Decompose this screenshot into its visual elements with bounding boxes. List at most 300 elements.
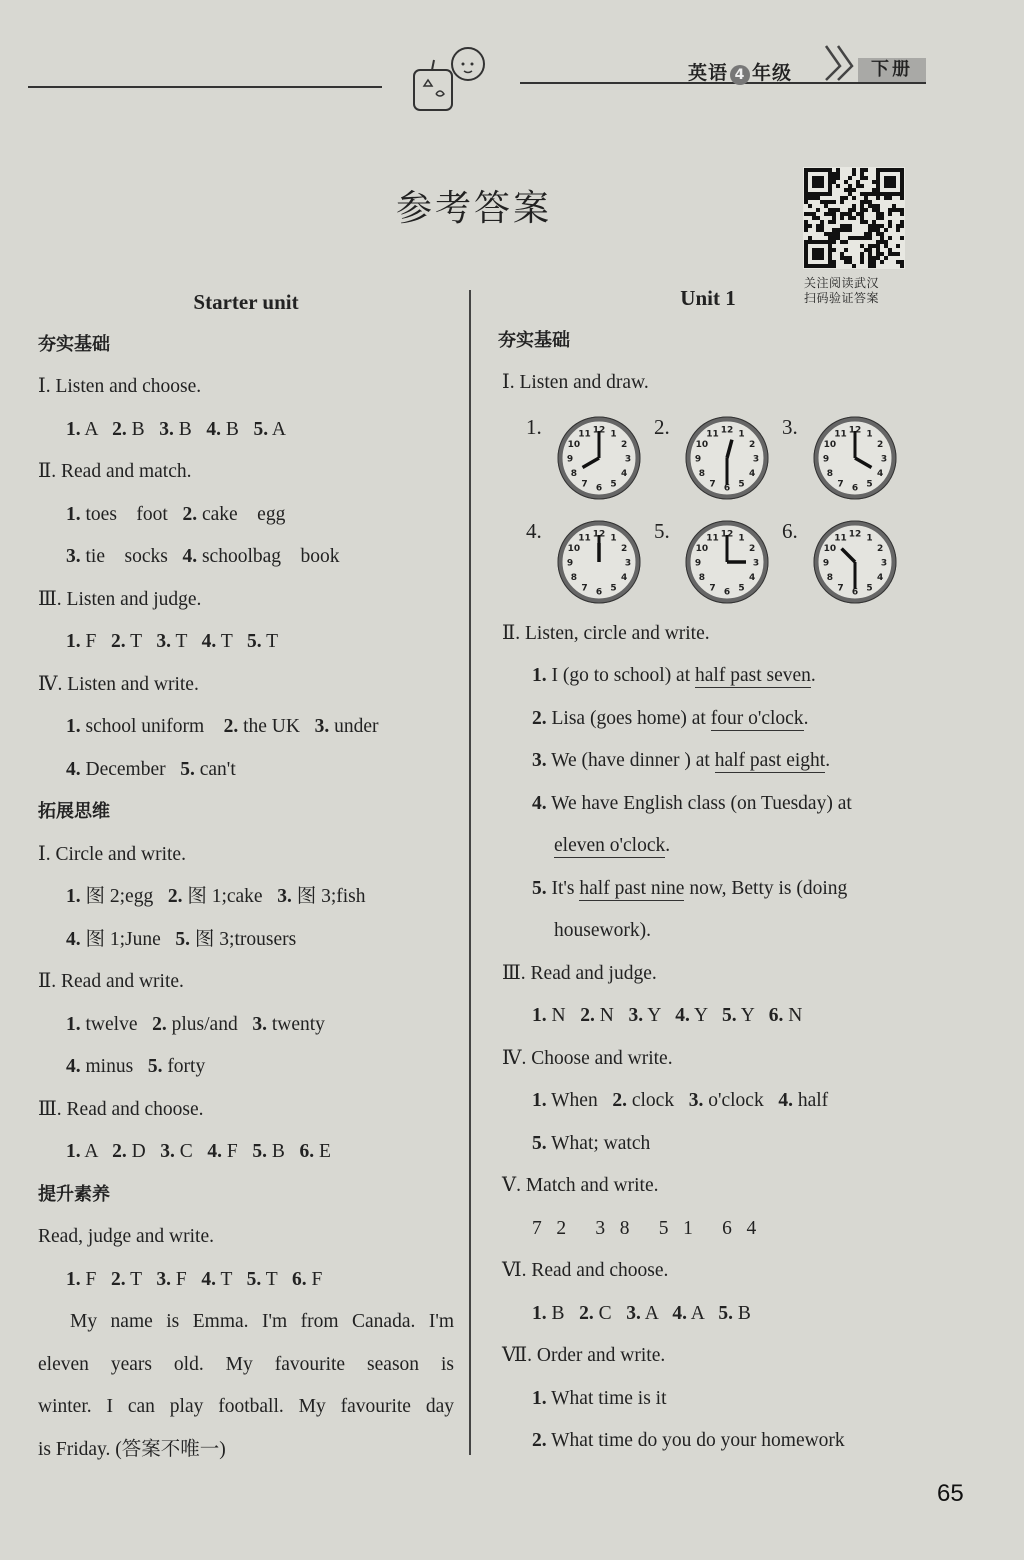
item-number: 3.	[626, 1302, 641, 1324]
line-text: tie socks	[80, 546, 183, 567]
line-text: Ⅳ. Listen and write.	[38, 673, 199, 695]
answer-line	[38, 876, 454, 919]
line-text: F	[222, 1141, 253, 1162]
line-text: can't	[194, 758, 236, 780]
answer-line	[38, 1386, 454, 1429]
svg-text:11: 11	[706, 532, 719, 543]
svg-text:7: 7	[581, 583, 588, 594]
answer-line	[38, 1216, 454, 1259]
answer-line	[38, 791, 454, 834]
answer-line	[38, 1131, 454, 1174]
item-number: 2.	[112, 418, 127, 440]
column-divider	[469, 290, 471, 1455]
item-number: 2.	[223, 716, 239, 737]
clock-face-icon	[684, 415, 770, 501]
clock-grid	[498, 405, 918, 613]
header-grade	[688, 58, 792, 85]
answer-line	[38, 664, 454, 707]
svg-text:9: 9	[694, 454, 702, 464]
item-number: 2.	[110, 1268, 126, 1290]
qr-code[interactable]	[803, 167, 905, 269]
child-drawing-icon	[410, 44, 492, 120]
svg-text:3: 3	[624, 558, 632, 568]
item-number: 3.	[252, 1013, 267, 1035]
svg-text:9: 9	[566, 558, 574, 568]
line-text: minus	[80, 1056, 148, 1077]
svg-text:10: 10	[567, 439, 581, 450]
svg-text:5: 5	[738, 583, 745, 594]
answer-line	[38, 366, 454, 409]
line-text: T	[261, 631, 279, 652]
line-text: B	[546, 1302, 580, 1324]
svg-text:12: 12	[848, 425, 862, 435]
item-number: 6.	[768, 1005, 784, 1026]
answer-line	[38, 749, 454, 792]
item-number: 1.	[66, 503, 81, 525]
line-text: clock	[626, 1090, 689, 1111]
item-number: 3.	[688, 1090, 704, 1111]
underlined-answer: eleven o'clock	[554, 835, 666, 856]
svg-text:12: 12	[720, 529, 734, 539]
svg-text:11: 11	[578, 532, 591, 543]
item-number: 4.	[206, 418, 221, 440]
line-text: B	[220, 418, 254, 440]
line-text: the UK	[238, 716, 315, 737]
line-text: school uniform	[80, 716, 224, 737]
clock-face-icon	[556, 519, 642, 605]
answer-line	[498, 868, 918, 911]
answer-line	[38, 919, 454, 962]
svg-text:1: 1	[866, 428, 873, 439]
item-number: 5.	[532, 877, 547, 899]
line-text: Ⅴ. Match and write.	[502, 1175, 659, 1196]
line-text: .	[810, 665, 816, 686]
line-text: Ⅱ. Read and write.	[38, 971, 184, 992]
svg-text:8: 8	[698, 468, 706, 479]
item-number: 2.	[182, 503, 198, 525]
item-number: 1.	[66, 716, 81, 737]
svg-text:8: 8	[570, 468, 578, 479]
svg-text:1: 1	[738, 532, 745, 543]
clock-label: 3.	[782, 414, 798, 439]
line-text: Ⅳ. Choose and write.	[502, 1047, 673, 1069]
line-text: It's	[546, 877, 580, 899]
line-text: Ⅰ. Circle and write.	[38, 843, 186, 865]
item-number: 5.	[147, 1056, 163, 1077]
answer-line	[38, 1301, 454, 1344]
line-text: T	[125, 1268, 157, 1290]
line-text: A	[686, 1302, 719, 1324]
svg-text:3: 3	[880, 454, 888, 464]
svg-text:1: 1	[610, 532, 617, 543]
svg-text:10: 10	[823, 439, 837, 450]
item-number: 3.	[532, 750, 547, 771]
answer-line	[498, 1038, 918, 1081]
line-text: A	[268, 418, 286, 440]
line-text: T	[261, 1268, 292, 1290]
clock-face-icon	[556, 415, 642, 501]
answer-line	[38, 961, 454, 1004]
svg-text:6: 6	[723, 587, 731, 597]
item-number: 2.	[152, 1013, 167, 1035]
svg-text:7: 7	[837, 583, 844, 594]
item-number: 3.	[314, 716, 330, 737]
clock-answer	[526, 415, 642, 501]
line-text: B	[126, 418, 160, 440]
grade-number-badge: 4	[730, 65, 750, 85]
line-text: .	[665, 835, 671, 856]
qr-caption-line-1: 关注阅读武汉	[804, 276, 880, 290]
line-text: now, Betty is (doing	[684, 877, 848, 899]
line-text: Ⅵ. Read and choose.	[502, 1260, 669, 1281]
item-number: 3.	[156, 631, 171, 652]
item-number: 5.	[175, 928, 191, 950]
answer-line	[38, 494, 454, 537]
answer-line	[498, 698, 918, 741]
svg-text:10: 10	[567, 543, 581, 554]
answer-line	[498, 1293, 918, 1336]
item-number: 3.	[66, 546, 81, 567]
item-number: 5.	[252, 1141, 268, 1162]
answer-line	[498, 995, 918, 1038]
svg-text:4: 4	[620, 468, 628, 479]
answer-line	[38, 834, 454, 877]
line-text: T	[170, 631, 202, 652]
line-text: Lisa (goes home) at	[546, 707, 711, 729]
line-text: B	[267, 1141, 300, 1162]
svg-text:3: 3	[752, 454, 760, 464]
line-text: Ⅰ. Listen and draw.	[502, 372, 649, 393]
unit-1-column	[498, 277, 918, 1463]
answer-line	[38, 1004, 454, 1047]
line-text: Ⅲ. Read and judge.	[502, 962, 657, 984]
clock-answer	[654, 519, 770, 605]
line-text: forty	[162, 1056, 206, 1077]
svg-text:9: 9	[566, 454, 574, 464]
line-text: What time is it	[546, 1387, 667, 1409]
item-number: 4.	[182, 546, 198, 567]
line-text: .	[825, 750, 831, 771]
answer-line	[498, 320, 918, 363]
line-text: 7 2 3 8 5 1 6 4	[532, 1217, 757, 1239]
line-text: F	[306, 1268, 323, 1290]
svg-text:5: 5	[610, 583, 617, 594]
item-number: 5.	[718, 1302, 734, 1324]
item-number: 1.	[532, 1387, 547, 1409]
answer-line	[38, 409, 454, 452]
svg-text:8: 8	[570, 572, 578, 583]
line-text: twenty	[266, 1013, 325, 1035]
clock-label: 2.	[654, 414, 670, 439]
svg-text:2: 2	[876, 439, 884, 450]
line-text: 夯实基础	[498, 329, 570, 351]
answer-line	[498, 277, 918, 320]
double-chevron-icon	[822, 44, 862, 84]
item-number: 2.	[112, 1141, 127, 1162]
header-volume: 下册	[858, 58, 926, 82]
answer-line	[38, 451, 454, 494]
line-text: When	[546, 1090, 613, 1111]
svg-text:5: 5	[866, 479, 873, 490]
line-text: plus/and	[166, 1013, 253, 1035]
svg-text:4: 4	[876, 468, 884, 479]
item-number: 5.	[247, 631, 262, 652]
answer-line	[498, 613, 918, 656]
line-text: Y	[689, 1005, 722, 1026]
answer-line	[38, 1344, 454, 1387]
clock-answer	[782, 415, 898, 501]
svg-text:12: 12	[592, 529, 606, 539]
line-text: Ⅱ. Read and match.	[38, 461, 192, 482]
svg-text:7: 7	[837, 479, 844, 490]
svg-text:6: 6	[723, 483, 731, 493]
item-number: 4.	[207, 1141, 223, 1162]
page-number: 65	[937, 1480, 964, 1507]
svg-text:4: 4	[748, 572, 756, 583]
answer-line	[38, 1089, 454, 1132]
item-number: 2.	[110, 631, 126, 652]
line-text: twelve	[80, 1013, 153, 1035]
header-rule-left	[28, 86, 382, 88]
line-text: T	[215, 1268, 247, 1290]
svg-text:6: 6	[595, 483, 603, 493]
svg-text:11: 11	[578, 428, 591, 439]
item-number: 1.	[532, 1005, 547, 1026]
line-text: F	[170, 1268, 202, 1290]
line-text: B	[733, 1302, 751, 1324]
line-text: December	[80, 758, 181, 780]
answer-line	[498, 1250, 918, 1293]
svg-text:9: 9	[694, 558, 702, 568]
item-number: 5.	[180, 758, 195, 780]
answer-line	[38, 324, 454, 367]
svg-text:1: 1	[866, 532, 873, 543]
answer-line	[498, 910, 918, 953]
answer-line	[38, 1046, 454, 1089]
answer-line	[498, 825, 918, 868]
svg-text:5: 5	[610, 479, 617, 490]
line-text: Y	[643, 1005, 676, 1026]
line-text: 夯实基础	[38, 333, 110, 355]
item-number: 4.	[66, 758, 81, 780]
item-number: 4.	[201, 1268, 216, 1290]
item-number: 1.	[66, 886, 81, 907]
answer-line	[38, 281, 454, 324]
line-text: 拓展思维	[38, 801, 110, 822]
answer-line	[498, 362, 918, 405]
answer-line	[498, 783, 918, 826]
answer-line	[38, 1429, 454, 1472]
item-number: 4.	[778, 1090, 793, 1111]
svg-text:9: 9	[822, 454, 830, 464]
line-text: Read, judge and write.	[38, 1226, 214, 1247]
line-text: 提升素养	[38, 1183, 110, 1205]
line-text: under	[329, 716, 379, 737]
svg-text:6: 6	[595, 587, 603, 597]
svg-text:2: 2	[748, 439, 756, 450]
line-text: N	[783, 1005, 803, 1026]
line-text: T	[216, 631, 248, 652]
svg-text:6: 6	[851, 587, 859, 597]
item-number: 5.	[532, 1132, 547, 1154]
answer-line	[38, 536, 454, 579]
line-text: N	[546, 1005, 581, 1026]
svg-text:2: 2	[748, 543, 756, 554]
clock-label: 4.	[526, 518, 542, 543]
header-subject: 英语	[688, 62, 729, 84]
answer-line	[498, 1208, 918, 1251]
item-number: 6.	[299, 1141, 315, 1162]
item-number: 4.	[675, 1005, 690, 1026]
svg-text:5: 5	[866, 583, 873, 594]
answer-line	[498, 740, 918, 783]
line-text: o'clock	[703, 1090, 779, 1111]
line-text: A	[640, 1302, 673, 1324]
svg-text:11: 11	[834, 428, 847, 439]
svg-text:8: 8	[826, 468, 834, 479]
line-text: housework).	[554, 920, 651, 941]
item-number: 1.	[66, 1268, 81, 1290]
svg-text:12: 12	[848, 529, 862, 539]
line-text: Ⅰ. Listen and choose.	[38, 376, 202, 397]
svg-text:2: 2	[620, 439, 628, 450]
svg-text:1: 1	[738, 428, 745, 439]
answer-line	[38, 621, 454, 664]
line-text: 图 1;cake	[182, 886, 278, 907]
svg-text:10: 10	[695, 543, 709, 554]
item-number: 1.	[66, 418, 81, 440]
clock-label: 5.	[654, 518, 670, 543]
svg-text:2: 2	[620, 543, 628, 554]
line-text: 图 3;fish	[291, 886, 366, 907]
svg-text:12: 12	[720, 425, 734, 435]
underlined-answer: half past seven	[695, 665, 811, 686]
clock-face-icon	[812, 415, 898, 501]
line-text: What time do you do your homework	[546, 1430, 845, 1451]
clock-answer	[526, 519, 642, 605]
svg-text:10: 10	[823, 543, 837, 554]
item-number: 4.	[66, 1056, 81, 1077]
line-text: My name is Emma. I'm from Canada. I'm	[70, 1311, 454, 1332]
item-number: 1.	[66, 1141, 81, 1162]
item-number: 6.	[292, 1268, 307, 1290]
line-text: C	[174, 1141, 208, 1162]
answer-line	[38, 706, 454, 749]
qr-caption-line-2: 扫码验证答案	[804, 291, 880, 305]
line-text: Ⅱ. Listen, circle and write.	[502, 622, 710, 644]
line-text: 图 3;trousers	[190, 928, 297, 950]
svg-text:12: 12	[592, 425, 606, 435]
svg-text:11: 11	[706, 428, 719, 439]
line-text: Ⅲ. Listen and judge.	[38, 588, 202, 610]
svg-text:7: 7	[709, 583, 716, 594]
svg-text:1: 1	[610, 428, 617, 439]
line-text: .	[803, 707, 809, 729]
clock-face-icon	[684, 519, 770, 605]
underlined-answer: four o'clock	[710, 707, 804, 729]
line-text: D	[126, 1141, 161, 1162]
item-number: 2.	[532, 707, 547, 729]
svg-text:6: 6	[851, 483, 859, 493]
item-number: 3.	[156, 1268, 171, 1290]
svg-text:7: 7	[709, 479, 716, 490]
answer-line	[498, 1165, 918, 1208]
answer-line	[498, 1080, 918, 1123]
line-text: Starter unit	[193, 290, 299, 314]
item-number: 1.	[532, 1302, 547, 1324]
svg-text:3: 3	[880, 558, 888, 568]
svg-text:8: 8	[826, 572, 834, 583]
item-number: 1.	[66, 631, 81, 652]
starter-unit-column	[38, 281, 454, 1471]
svg-text:4: 4	[620, 572, 628, 583]
line-text: 图 1;June	[80, 928, 176, 950]
item-number: 2.	[580, 1005, 595, 1026]
item-number: 3.	[160, 1141, 175, 1162]
item-number: 5.	[721, 1005, 737, 1026]
svg-text:5: 5	[738, 479, 745, 490]
answer-line	[498, 953, 918, 996]
header-grade-suffix: 年级	[752, 62, 793, 84]
line-text: Unit 1	[680, 286, 736, 310]
item-number: 2.	[579, 1302, 594, 1324]
line-text: eleven years old. My favourite season is	[38, 1353, 454, 1375]
svg-text:2: 2	[876, 543, 884, 554]
answer-line	[38, 579, 454, 622]
item-number: 4.	[672, 1302, 687, 1324]
line-text: C	[593, 1302, 627, 1324]
item-number: 2.	[612, 1090, 627, 1111]
line-text: F	[80, 1268, 111, 1290]
svg-text:3: 3	[624, 454, 632, 464]
clock-answer	[782, 519, 898, 605]
clock-face-icon	[812, 519, 898, 605]
svg-text:3: 3	[752, 558, 760, 568]
clock-answer	[654, 415, 770, 501]
answer-line	[38, 1174, 454, 1217]
svg-text:4: 4	[748, 468, 756, 479]
item-number: 1.	[532, 665, 547, 686]
line-text: Y	[736, 1005, 769, 1026]
item-number: 2.	[532, 1430, 547, 1451]
underlined-answer: half past nine	[579, 877, 685, 899]
svg-text:7: 7	[581, 479, 588, 490]
line-text: cake egg	[197, 503, 286, 525]
answer-line	[498, 1378, 918, 1421]
line-text: T	[125, 631, 157, 652]
line-text: winter. I can play football. My favourite day	[38, 1396, 454, 1417]
page-title: 参考答案	[396, 188, 553, 229]
line-text: F	[80, 631, 111, 652]
clock-label: 1.	[526, 414, 542, 439]
answer-line	[498, 655, 918, 698]
item-number: 3.	[277, 886, 292, 907]
answer-line	[498, 1335, 918, 1378]
line-text: schoolbag book	[197, 546, 340, 567]
clock-label: 6.	[782, 518, 798, 543]
line-text: B	[173, 418, 207, 440]
line-text: We have English class (on Tuesday) at	[546, 792, 852, 814]
item-number: 1.	[532, 1090, 547, 1111]
item-number: 3.	[159, 418, 174, 440]
line-text: 图 2;egg	[80, 886, 168, 907]
svg-text:8: 8	[698, 572, 706, 583]
item-number: 4.	[201, 631, 217, 652]
line-text: Ⅲ. Read and choose.	[38, 1098, 204, 1120]
line-text: N	[594, 1005, 629, 1026]
line-text: I (go to school) at	[546, 665, 696, 686]
answer-line	[38, 1259, 454, 1302]
